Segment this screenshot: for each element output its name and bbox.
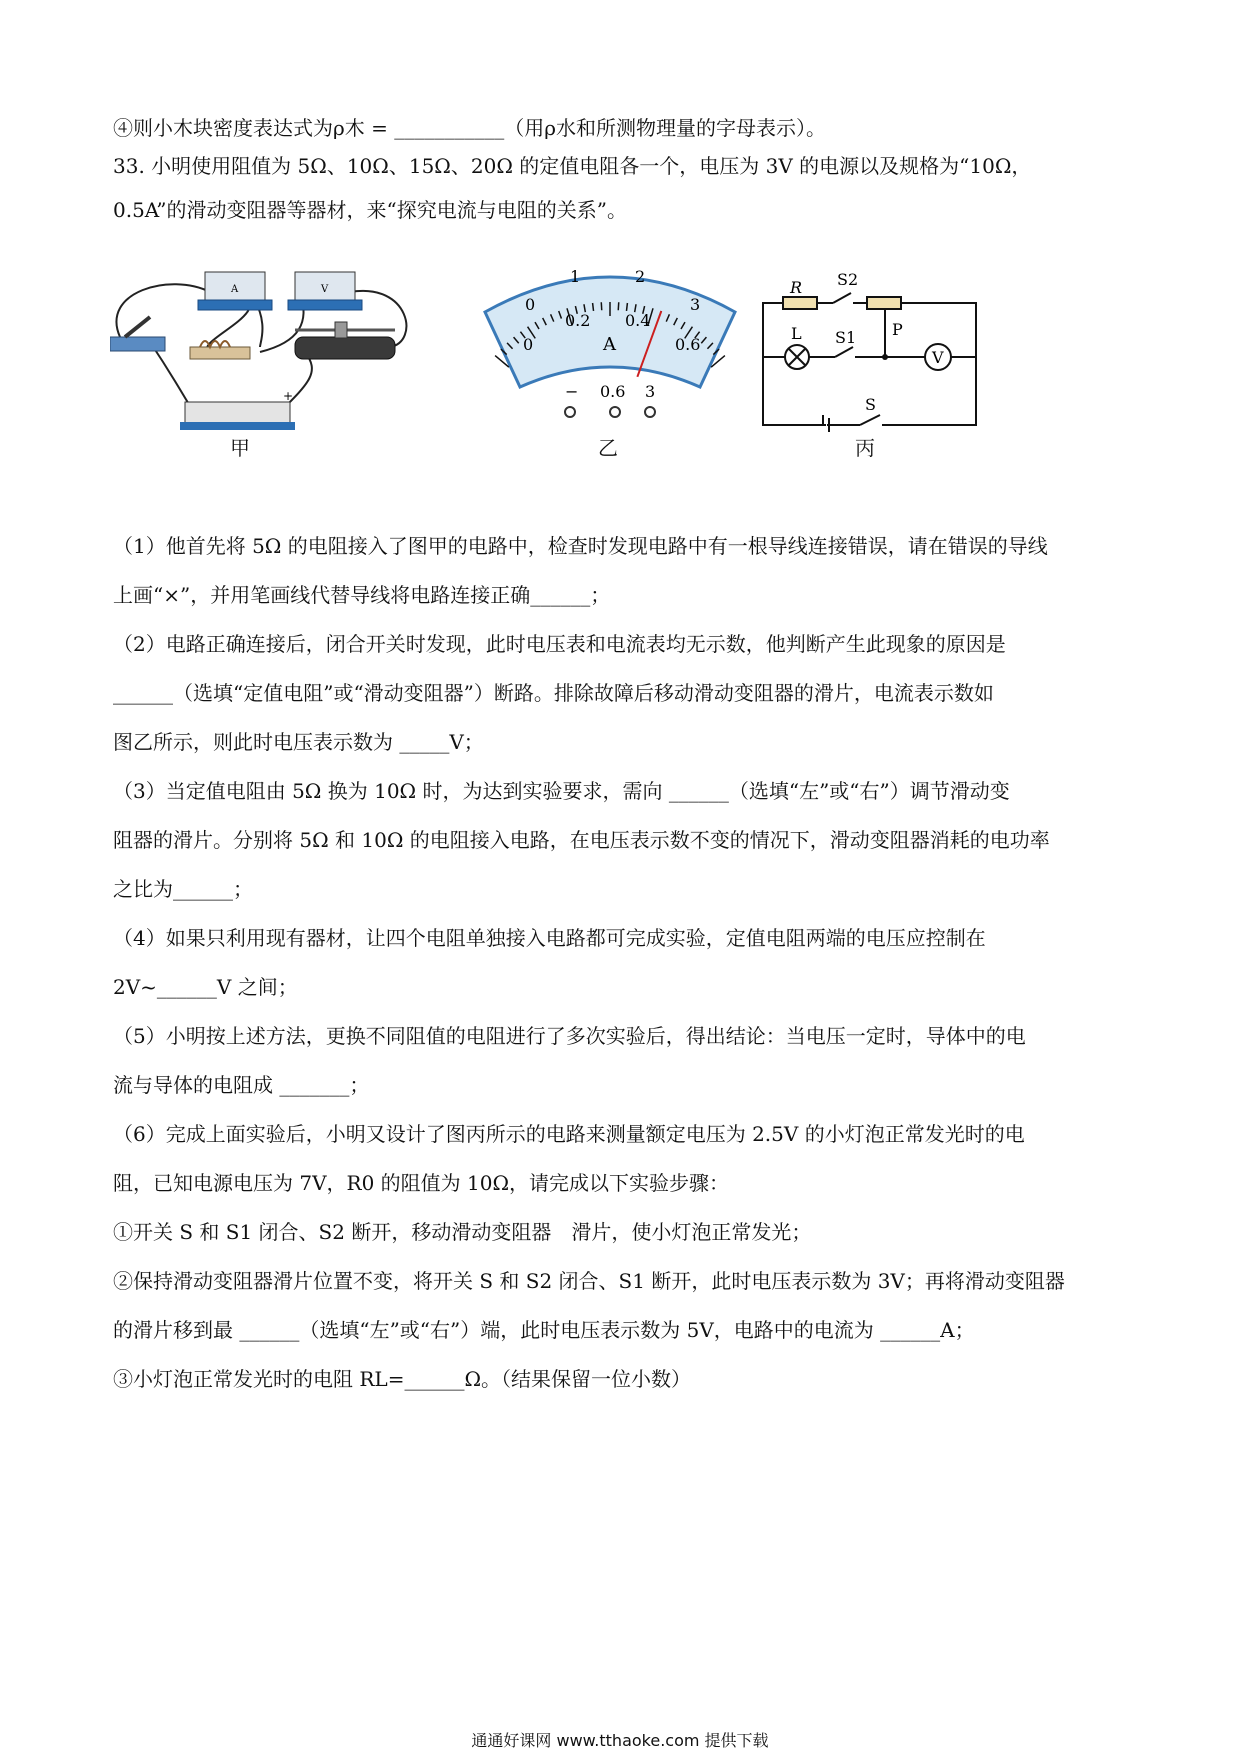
question-33-line-1: 33. 小明使用阻值为 5Ω、10Ω、15Ω、20Ω 的定值电阻各一个，电压为 3V 的电源以及规格为“10Ω，: [113, 154, 1032, 178]
label-S: S: [865, 395, 876, 414]
part-4-line-2: 2V~______V 之间；: [113, 975, 298, 999]
part-5-line-1: （5）小明按上述方法，更换不同阻值的电阻进行了多次实验后，得出结论：当电压一定时，导体中的电: [113, 1024, 1026, 1048]
dial-tick: [593, 303, 594, 311]
top-scale-3: 3: [690, 295, 701, 314]
label-R: R: [790, 278, 803, 297]
ammeter: [198, 272, 272, 310]
terminal-minus: −: [565, 382, 579, 401]
part-2-line-3: 图乙所示，则此时电压表示数为 _____V；: [113, 730, 484, 754]
ammeter-label: A: [231, 284, 239, 295]
label-S2: S2: [837, 270, 859, 289]
terminal-3: 3: [645, 382, 656, 401]
part-2-line-2: ______（选填“定值电阻”或“滑动变阻器”）断路。排除故障后移动滑动变阻器的滑片，电流表示数如: [113, 681, 994, 705]
part-3-line-2: 阻器的滑片。分别将 5Ω 和 10Ω 的电阻接入电路，在电压表示数不变的情况下，滑动变阻器消耗的电功率: [113, 828, 1050, 852]
step-2-line-1: ②保持滑动变阻器滑片位置不变，将开关 S 和 S2 闭合、S1 断开，此时电压表示数为 3V；再将滑动变阻器: [113, 1269, 1065, 1293]
voltmeter-label: V: [321, 284, 329, 295]
fixed-resistor: [190, 341, 250, 359]
figure-jia-caption: 甲: [230, 436, 250, 460]
terminal-0-6: 0.6: [600, 382, 626, 401]
step-2-line-2: 的滑片移到最 ______（选填“左”或“右”）端，此时电压表示数为 5V，电路中的电流为 ______A；: [113, 1318, 975, 1342]
part-1-line-2: 上画“×”，并用笔画线代替导线将电路连接正确______；: [113, 583, 611, 607]
part-1-line-1: （1）他首先将 5Ω 的电阻接入了图甲的电路中，检查时发现电路中有一根导线连接错误，请在错误的导线: [113, 534, 1048, 558]
label-V: V: [932, 348, 944, 367]
ammeter-unit: A: [603, 334, 616, 355]
part-6-line-1: （6）完成上面实验后，小明又设计了图丙所示的电路来测量额定电压为 2.5V 的小灯泡正常发光时的电: [113, 1122, 1025, 1146]
top-scale-0: 0: [525, 295, 536, 314]
figure-yi-caption: 乙: [598, 436, 618, 460]
part-4-line-1: （4）如果只利用现有器材，让四个电阻单独接入电路都可完成实验，定值电阻两端的电压应控制在: [113, 926, 986, 950]
text-line-1: ④则小木块密度表达式为ρ木 = ___________（用ρ水和所测物理量的字母表示）。: [113, 116, 826, 140]
rheostat: [295, 322, 395, 359]
bottom-scale-3: 0.6: [675, 335, 701, 354]
battery-pack: [180, 389, 295, 430]
label-L: L: [791, 324, 802, 343]
part-3-line-3: 之比为______；: [113, 877, 253, 901]
step-1: ①开关 S 和 S1 闭合、S2 断开，移动滑动变阻器 滑片，使小灯泡正常发光；: [113, 1220, 812, 1244]
part-6-line-2: 阻，已知电源电压为 7V，R0 的阻值为 10Ω，请完成以下实验步骤：: [113, 1171, 730, 1195]
top-scale-2: 2: [635, 267, 646, 286]
step-3: ③小灯泡正常发光时的电阻 RL=______Ω。（结果保留一位小数）: [113, 1367, 692, 1391]
dial-tick: [626, 303, 627, 311]
label-S1: S1: [835, 328, 857, 347]
part-5-line-2: 流与导体的电阻成 _______；: [113, 1073, 370, 1097]
bottom-scale-1: 0.2: [565, 311, 591, 330]
figure-yi-ammeter-dial: [465, 252, 755, 427]
top-scale-1: 1: [570, 267, 581, 286]
question-33-line-2: 0.5A”的滑动变阻器等器材，来“探究电流与电阻的关系”。: [113, 198, 627, 222]
bottom-scale-2: 0.4: [625, 311, 651, 330]
figure-bing-caption: 丙: [855, 436, 875, 460]
figure-jia-circuit: [110, 262, 460, 472]
part-3-line-1: （3）当定值电阻由 5Ω 换为 10Ω 时，为达到实验要求，需向 ______（选填“左”或“右”）调节滑动变: [113, 779, 1010, 803]
footer: 通通好课网 www.tthaoke.com 提供下载: [471, 1731, 769, 1750]
bottom-scale-0: 0: [523, 335, 534, 354]
voltmeter: [288, 272, 362, 310]
label-P: P: [892, 320, 903, 339]
battery-plus-label: +: [283, 389, 294, 403]
part-2-line-1: （2）电路正确连接后，闭合开关时发现，此时电压表和电流表均无示数，他判断产生此现象的原因是: [113, 632, 1006, 656]
